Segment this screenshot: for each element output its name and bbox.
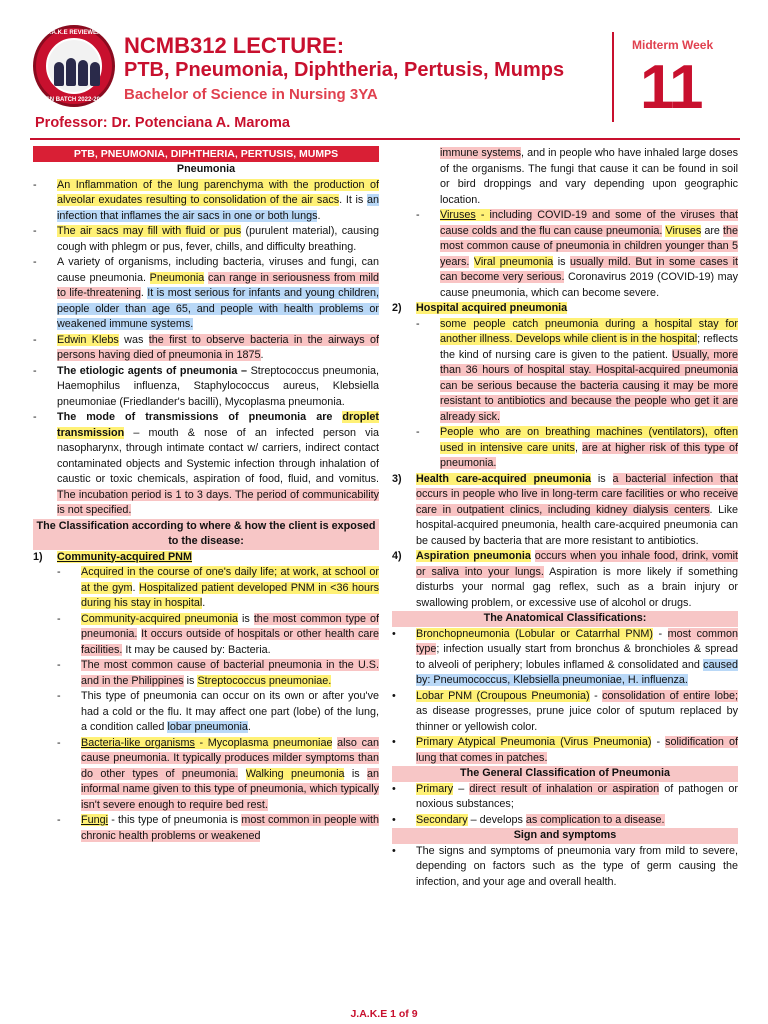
list-item: - Bacteria-like organisms - Mycoplasma pneumoniae also can cause pneumonia. It typically produces milder symptoms than do other types of pneumonia. Walking pneumonia is an informal name given to this type of pneumonia, which typically isn't severe enough to require bed rest.: [57, 736, 380, 811]
dash-marker: -: [33, 333, 37, 346]
left-column: [33, 146, 379, 844]
logo-person-figure: [90, 62, 100, 86]
dash-marker: -: [33, 256, 37, 268]
bullet-marker: •: [392, 627, 396, 640]
numbered-heading: 2) Hospital acquired pneumonia: [392, 302, 568, 314]
list-item: - This type of pneumonia can occur on its own or after you've had a cold or the flu. It may affect one part (lobe) of the lung, a condition called lobar pneumonia.: [57, 690, 379, 733]
list-item: - A variety of organisms, including bacteria, viruses and fungi, can cause pneumonia. Pneumonia can range in seriousness from mild to life-threatening. It is most serious for infants and young children, people older than age 65, and people with health problems or weakened immune systems.: [33, 256, 379, 330]
dash-marker: -: [57, 659, 61, 671]
dash-marker: -: [57, 566, 61, 578]
dash-marker: -: [33, 225, 37, 237]
page-footer: J.A.K.E 1 of 9: [350, 1008, 418, 1020]
dash-marker: -: [57, 736, 61, 749]
header-divider: [612, 32, 614, 122]
anatomical-heading: The Anatomical Classifications:: [392, 611, 738, 627]
dash-marker: -: [57, 612, 61, 625]
bullet-marker: •: [392, 689, 396, 702]
jake-reviewer-logo: [33, 25, 115, 107]
bullet-marker: •: [392, 844, 396, 857]
logo-person-figure: [54, 62, 64, 86]
dash-marker: -: [416, 317, 420, 330]
program-subtitle: Bachelor of Science in Nursing 3YA: [124, 86, 378, 103]
list-item: - Acquired in the course of one's daily life; at work, at school or at the gym. Hospitalized patient developed PNM in <36 hours during his stay in hospital.: [57, 566, 380, 609]
dash-marker: -: [57, 690, 61, 702]
signs-symptoms-heading: Sign and symptoms: [392, 828, 738, 844]
numbered-heading: 4) Aspiration pneumonia occurs when you inhale food, drink, vomit or saliva into your lungs. Aspiration is more likely if something disturbs your normal gag reflex, such as a brain injury or swallowing problem, or excessive use of alcohol or drugs.: [392, 550, 739, 609]
logo-text-bottom: BSN BATCH 2022-2023: [41, 97, 107, 103]
list-item: • Lobar PNM (Croupous Pneumonia) - consolidation of entire lobe; as disease progresses, prune juice color of sputum replaced by thinner or yellowish color.: [392, 689, 738, 733]
week-number: 11: [640, 53, 702, 122]
dash-marker: -: [57, 814, 61, 826]
section-title: PTB, PNEUMONIA, DIPHTHERIA, PERTUSIS, MUMPS: [33, 146, 379, 162]
bullet-marker: •: [392, 782, 396, 795]
logo-text-top: J.A.K.E REVIEWER: [46, 30, 102, 36]
professor-name: Professor: Dr. Potenciana A. Maroma: [35, 115, 290, 131]
dash-marker: -: [33, 178, 37, 191]
list-item: - Edwin Klebs was the first to observe bacteria in the airways of persons having died of pneumonia in 1875.: [33, 333, 379, 361]
header-rule: [30, 138, 740, 140]
right-column: [392, 146, 738, 890]
dash-marker: -: [33, 411, 37, 423]
bullet-marker: •: [392, 736, 396, 748]
list-item: - Viruses - including COVID-19 and some of the viruses that cause colds and the flu can cause pneumonia. Viruses are the most common cause of pneumonia in children younger than 5 years. Viral pneumonia is usually mild. But in some cases it can become very serious. Coronavirus 2019 (COVID-19) may cause pneumonia, which can become severe.: [416, 209, 738, 299]
classification-heading: The Classification according to where & how the client is exposed to the disease:: [33, 519, 379, 550]
list-item: - some people catch pneumonia during a hospital stay for another illness. Develops while client is in the hospital; reflects the kind of nursing care is given to the patient. Usually, more than 36 hours of hospital stay. Hospital-acquired pneumonia can be serious because the bacteria causing it may be more resistant to antibiotics and because the people who get it are already sick.: [416, 317, 738, 423]
continued-paragraph: immune systems, and in people who have inhaled large doses of the organisms. The fungi that cause it can be found in soil or bird droppings and vary depending upon geographic location.: [440, 147, 738, 206]
list-item: • Bronchopneumonia (Lobular or Catarrhal PNM) - most common type; infection usually start from bronchus & bronchioles & spread to alveoli of periphery; lobules inflamed & consolidated and caused by: Pneumococcus, Klebsiella pneumoniae, H. influenza.: [392, 627, 738, 686]
dash-marker: -: [33, 364, 37, 377]
bullet-marker: •: [392, 813, 396, 826]
week-label: Midterm Week: [632, 38, 714, 52]
list-item: - The etiologic agents of pneumonia – Streptococcus pneumonia, Haemophilus influenza, Staphylococcus aureus, Klebsiella pneumoniae (Friedlander's bacilli), Mycoplasma pneumonia.: [33, 364, 380, 408]
list-item: • The signs and symptoms of pneumonia vary from mild to severe, depending on factors such as the type of germ causing the infection, and your age and overall health.: [392, 844, 738, 888]
dash-marker: -: [416, 426, 420, 438]
list-item: - The most common cause of bacterial pneumonia in the U.S. and in the Philippines is Streptococcus pneumoniae.: [57, 659, 379, 687]
list-item: - The mode of transmissions of pneumonia are droplet transmission – mouth & nose of an infected person via nasopharynx, through intimate contact w/ carriers, indirect contact contaminated objects and Systemic infection through inhalation of caustic or toxic chemicals, aspiration of food, fluid, and vomitus. The incubation period is 1 to 3 days. The period of communicability is not specified.: [33, 411, 379, 516]
list-item: • Primary – direct result of inhalation or aspiration of pathogen or noxious substances;: [392, 782, 738, 810]
numbered-heading: 3) Health care-acquired pneumonia is a bacterial infection that occurs in people who live in long-term care facilities or who receive care in outpatient clinics, including kidney dialysis centers. Like hospital-acquired pneumonia, health care-acquired pneumonia can be caused by bacteria that are more resistant to antibiotics.: [392, 472, 739, 547]
numbered-heading: 1) Community-acquired PNM: [33, 550, 192, 563]
general-classification-heading: The General Classification of Pneumonia: [392, 766, 738, 782]
logo-person-figure: [66, 58, 76, 86]
list-item: • Primary Atypical Pneumonia (Virus Pneumonia) - solidification of lung that comes in patches.: [392, 736, 738, 764]
list-item: - People who are on breathing machines (ventilators), often used in intensive care units, are at higher risk of this type of pneumonia.: [416, 426, 739, 469]
lecture-code-title: NCMB312 LECTURE:: [124, 33, 345, 58]
logo-person-figure: [78, 60, 88, 86]
lecture-topic-title: PTB, Pneumonia, Diphtheria, Pertusis, Mumps: [124, 59, 565, 81]
page-header: [0, 0, 768, 140]
pneumonia-heading: Pneumonia: [176, 163, 236, 175]
logo-photo: [46, 38, 102, 94]
list-item: - Community-acquired pneumonia is the most common type of pneumonia. It occurs outside of hospitals or other health care facilities. It may be caused by: Bacteria.: [57, 612, 379, 656]
dash-marker: -: [416, 209, 420, 221]
list-item: • Secondary – develops as complication to a disease.: [392, 813, 738, 829]
list-item: - An Inflammation of the lung parenchyma with the production of alveolar exudates resulting to consolidation of the air sacs. It is an infection that inflames the air sacs in one or both lungs.: [33, 178, 379, 222]
list-item: - Fungi - this type of pneumonia is most common in people with chronic health problems or weakened: [57, 814, 380, 842]
list-item: - The air sacs may fill with fluid or pus (purulent material), causing cough with phlegm or pus, fever, chills, and difficulty breathing.: [33, 225, 379, 253]
